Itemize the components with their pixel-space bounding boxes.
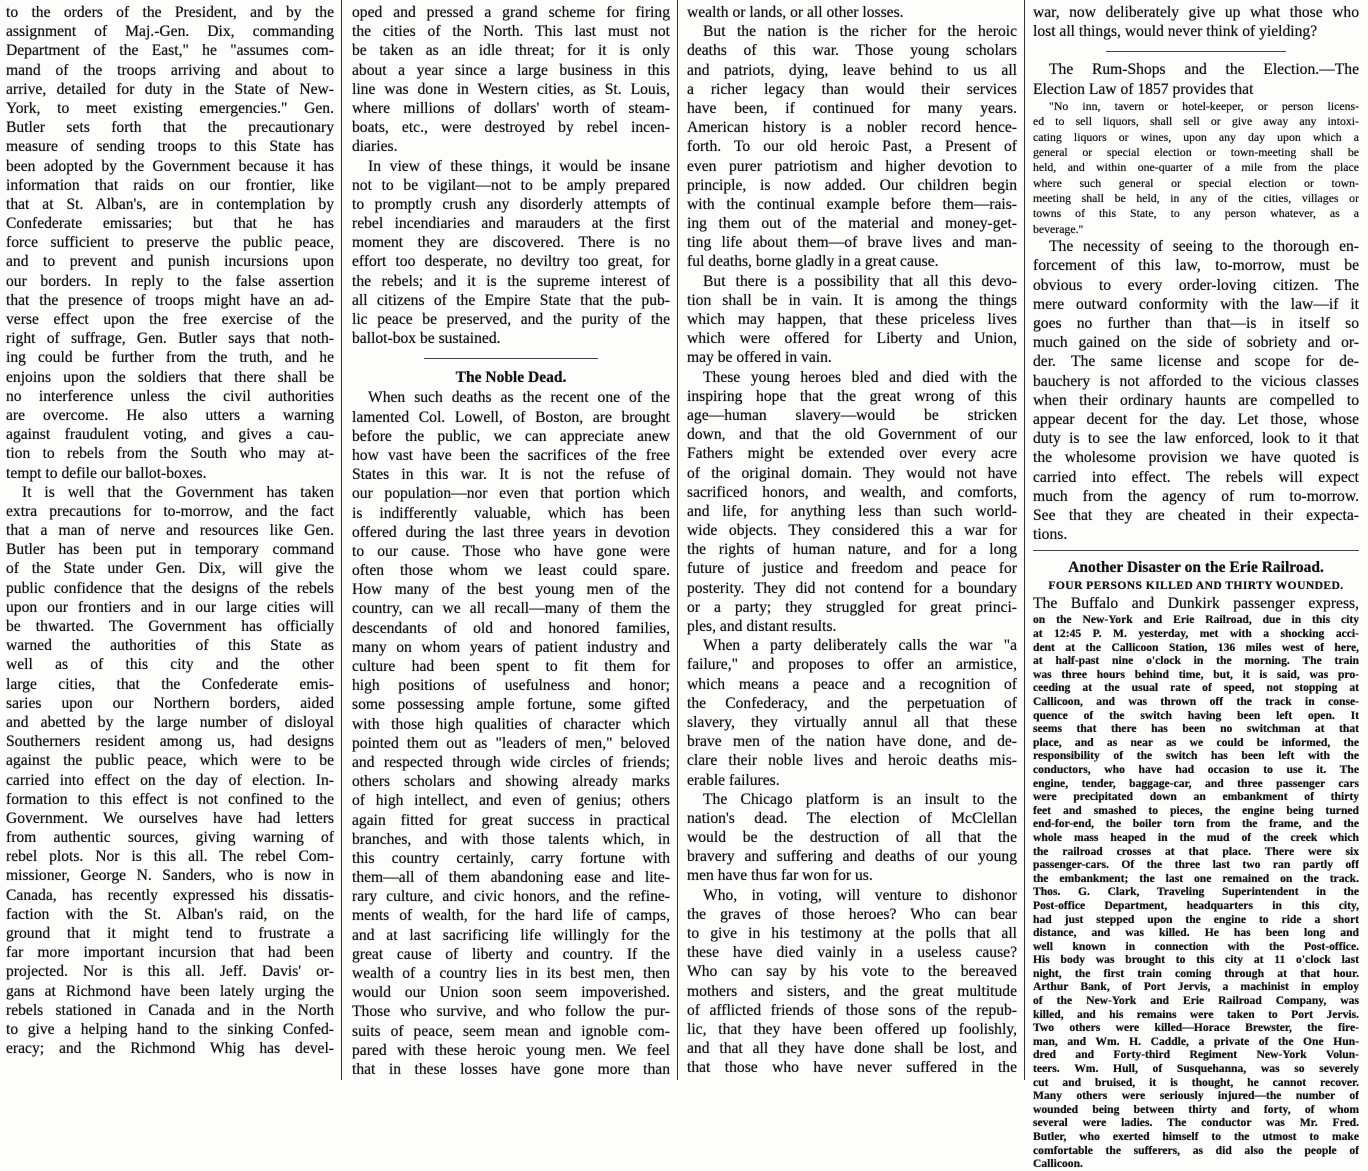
text-line: and to prevent and punish incursions upon (6, 253, 334, 271)
text-line: which were offered for Liberty and Union, (687, 330, 1017, 348)
text-line: Who can say by his vote to the bereaved (687, 963, 1017, 981)
text-line: lamented Col. Lowell, of Boston, are brought (352, 408, 670, 426)
text-line: posterity. They did not contend for a boundary (687, 579, 1017, 597)
text-line: duty is to see the law enforced, look to it that (1033, 430, 1359, 448)
section-divider (424, 358, 599, 359)
text-line: States in this war. It is not the refuse of (352, 466, 670, 484)
text-line: age—human slavery—would be stricken (687, 406, 1017, 424)
text-line: that the presence of troops might have an ad- (6, 291, 334, 309)
text-line: before the public, we can appreciate anew (352, 427, 670, 445)
text-line: these have died vainly in a useless cause? (687, 944, 1017, 962)
text-line: the railroad crosses at that place. There were six (1033, 844, 1359, 858)
text-line: dred and Forty-third Regiment New-York Volun- (1033, 1048, 1359, 1062)
text-line: often those whom we least could spare. (352, 562, 670, 580)
text-line: In view of these things, it would be insane (368, 157, 670, 175)
paragraph (687, 790, 1017, 886)
text-line: no interference unless the civil authorities (6, 387, 334, 405)
text-line: a richer legacy than would their services (687, 80, 1017, 98)
text-line: carried into effect on the day of election. In- (6, 771, 334, 789)
text-line: Government. We ourselves have had letters (6, 809, 334, 827)
text-line: These young heroes bled and died with the (703, 368, 1017, 386)
article-subheadline (1033, 578, 1359, 594)
text-line: deaths of this war. Those young scholars (687, 42, 1017, 60)
text-line: the embankment; the last one remained on the track. (1033, 871, 1359, 885)
text-line: tion to rebels from the South who may at- (6, 445, 334, 463)
newspaper-column-4 (1033, 3, 1359, 1171)
text-line: that those who have never suffered in the (687, 1059, 1017, 1077)
paragraph (687, 636, 1017, 790)
text-line: to our cause. Those who have gone were (352, 542, 670, 560)
text-line: great cause of liberty and country. If the (352, 945, 670, 963)
text-line: whole mass heaped in the mud of the creek which (1033, 830, 1359, 844)
text-line: upon our frontiers and in our large cities will (6, 598, 334, 616)
text-line: mothers and sisters, and the great multitude (687, 982, 1017, 1000)
text-line: "No inn, tavern or hotel-keeper, or person licens- (1049, 98, 1359, 113)
paragraph (687, 3, 1017, 22)
text-line: of the New-York and Erie Railroad Company, was (1033, 994, 1359, 1008)
text-line: the rebels; and it is the supreme interest of (352, 272, 670, 290)
text-line: offered during the last three years in devotion (352, 523, 670, 541)
text-line: missioner, George N. Sanders, who is now in (6, 867, 334, 885)
text-line: comfortable the sufferers, as did also the people of (1033, 1143, 1359, 1157)
newspaper-column-1 (6, 3, 334, 1058)
text-line: cut and bruised, it is thought, he cannot recover. (1033, 1075, 1359, 1089)
text-line: of the State under Gen. Dix, will give the (6, 560, 334, 578)
text-line: lic peace be preserved, and the purity of the (352, 311, 670, 328)
text-line: down, and that the old Government of our (687, 426, 1017, 444)
paragraph (687, 272, 1017, 368)
text-line: general or special election or town-meeting shall be (1033, 144, 1359, 159)
text-line: formation to this effect is not confined to the (6, 790, 334, 808)
text-line: from authentic sources, giving warning of (6, 829, 334, 847)
text-line: pared with these heroic young men. We feel (352, 1041, 670, 1059)
text-line: ed to sell liquors, shall sell or give away any intoxi- (1033, 114, 1359, 129)
text-line: again fitted for great success in practical (352, 811, 670, 829)
text-line: rebel incendiaries and marauders at the first (352, 215, 670, 233)
text-line: lic, that they have been offered up foolishly, (687, 1020, 1017, 1038)
column-divider (1024, 0, 1025, 1080)
text-line: inspiring hope that the great wrong of this (687, 387, 1017, 405)
text-line: goes no further than that—is in itself so (1033, 315, 1359, 333)
text-line: suits of peace, seem mean and ignoble com- (352, 1022, 670, 1040)
text-line: wealth of a country lies in its best men, then (352, 965, 670, 982)
text-line: arrive, detailed for duty in the State of New- (6, 80, 334, 98)
text-line: are overcome. He also utters a warning (6, 406, 334, 424)
text-line: to give a helping hand to the sinking Confed- (6, 1020, 334, 1038)
text-line: extra precautions for to-morrow, and the fact (6, 502, 334, 520)
text-line: slavery, they virtually annul all that these (687, 713, 1017, 731)
text-line: is indifferently valuable, which has been (352, 504, 670, 522)
text-line: The Noble Dead. (455, 369, 567, 387)
text-line: diaries. (352, 138, 398, 156)
section-divider (1033, 550, 1359, 551)
text-line: how vast have been the sacrifices of the free (352, 446, 670, 464)
article-headline (1033, 557, 1359, 578)
text-line: line was done in Western cities, as St. Louis, (352, 80, 670, 98)
text-line: brave men of the nation have done, and de- (687, 733, 1017, 751)
text-line: war, now deliberately give up what those who (1033, 4, 1359, 21)
text-line: of high intellect, and even of genius; others (352, 792, 670, 810)
text-line: wide objects. They considered this a war for (687, 522, 1017, 540)
text-line: eracy; and the Richmond Whig has devel- (6, 1040, 334, 1058)
text-line: Butler sets forth that the precautionary (6, 119, 334, 137)
text-line: sacrificed honors, and wealth, and comforts, (687, 483, 1017, 501)
text-line: forth. To our old heroic Past, a Present of (687, 138, 1017, 156)
text-line: The Buffalo and Dunkirk passenger express, (1033, 595, 1359, 613)
paragraph (1033, 3, 1359, 41)
text-line: right of suffrage, Gen. Butler says that noth- (6, 330, 334, 348)
text-line: even purer patriotism and higher devotion to (687, 157, 1017, 175)
text-line: Another Disaster on the Erie Railroad. (1068, 559, 1324, 577)
text-line: and respected through wide circles of friends; (352, 753, 670, 771)
text-line: lost all things, would never think of yielding? (1033, 23, 1318, 41)
text-line: oped and pressed a grand scheme for firing (352, 4, 670, 21)
text-line: teers. Wm. Hull, of Susquehanna, was so severely (1033, 1062, 1359, 1076)
text-line: ful deaths, borne gladly in a great cause. (687, 253, 939, 271)
text-line: ceeding at the usual rate of speed, not stopping at (1033, 681, 1359, 695)
text-line: culture had been spent to fit them for (352, 658, 670, 675)
text-line: several were ladies. The conductor was Mr. Fred. (1033, 1116, 1359, 1130)
text-line: Canada, has recently expressed his dissatis- (6, 886, 334, 904)
text-line: rary culture, and civic honors, and the refine- (352, 888, 670, 906)
text-line: Those who survive, and who follow the pur- (352, 1003, 670, 1021)
text-line: quence of the switch having been left open. It (1033, 708, 1359, 722)
text-line: be thwarted. The Government has officially (6, 618, 334, 635)
text-line: mere outward conformity with the law—if it (1033, 295, 1359, 313)
text-line: men have thus far won for us. (687, 867, 873, 885)
text-line: with the continual example before them—rais- (687, 195, 1017, 213)
text-line: Southerners resident among us, had designs (6, 733, 334, 751)
text-line: Department of the East," he "assumes com- (6, 42, 334, 60)
text-line: many on whom years of patient industry and (352, 638, 670, 656)
text-line: Callicoon, and was thrown off the track in conse- (1033, 695, 1359, 709)
text-line: warned the authorities of this State as (6, 637, 334, 655)
text-line: ting life about them—of brave lives and man- (687, 234, 1017, 252)
article-headline (352, 367, 670, 388)
text-line: erable failures. (687, 771, 780, 789)
text-line: dent at the Callicoon Station, 136 miles west of here, (1033, 640, 1359, 654)
text-line: Who, in voting, will venture to dishonor (703, 886, 1017, 904)
text-line: to give in his testimony at the polls that all (687, 925, 1017, 942)
newspaper-column-2 (352, 3, 670, 1079)
text-line: this country certainly, carry fortune with (352, 849, 670, 867)
text-line: killed, and his remains were taken to Port Jervis. (1033, 1007, 1359, 1021)
text-line: which may happen, that these priceless lives (687, 311, 1017, 328)
quoted-law-text (1033, 99, 1359, 238)
text-line: which means a peace and a recognition of (687, 675, 1017, 693)
section-divider (1106, 51, 1285, 52)
text-line: at 12:45 P. M. yesterday, met with a shocking acci- (1033, 627, 1359, 641)
text-line: obvious to every order-loving citizen. The (1033, 276, 1359, 294)
text-line: tempt to defile our ballot-boxes. (6, 464, 207, 482)
text-line: Butler, who exerted himself to the utmost to make (1033, 1130, 1359, 1144)
text-line: the cities of the North. This last must not (352, 23, 670, 41)
text-line: distance, and was killed. He has been long and (1033, 926, 1359, 940)
text-line: When such deaths as the recent one of the (368, 389, 670, 407)
text-line: and life, for anything less than such world- (687, 502, 1017, 520)
text-line: the graves of those heroes? Who can bear (687, 905, 1017, 923)
newspaper-column-3 (687, 3, 1017, 1078)
text-line: ing could be further from the truth, and he (6, 349, 334, 367)
text-line: man, and Wm. H. Caddle, a private of the One Hun- (1033, 1034, 1359, 1048)
paragraph (687, 368, 1017, 637)
text-line: Arthur Bank, of Port Jervis, a machinist in employ (1033, 980, 1359, 994)
text-line: branches, and with those talents which, in (352, 830, 670, 848)
text-line: have been, if continued for many years. (687, 99, 1017, 117)
column-divider (341, 0, 342, 1080)
text-line: tions. (1033, 526, 1068, 544)
text-line: the wholesome provision we have quoted is (1033, 449, 1359, 467)
paragraph (352, 3, 670, 157)
text-line: The Rum-Shops and the Election.—The (1049, 61, 1359, 79)
text-line: His body was brought to this city at 11 o'clock last (1033, 953, 1359, 967)
text-line: would our Union soon seem impoverished. (352, 984, 670, 1002)
text-line: The necessity of seeing to the thorough en- (1049, 238, 1359, 256)
text-line: ing them out of the material and money-get- (687, 215, 1017, 233)
text-line: at half-past nine o'clock in the morning. The train (1033, 654, 1359, 668)
text-line: conductors, who have had occasion to use it. The (1033, 762, 1359, 776)
text-line: were precipitated down an embankment of thirty (1033, 790, 1359, 804)
text-line: others scholars and showing already marks (352, 773, 670, 791)
text-line: some possessing ample fortune, some gifted (352, 696, 670, 714)
text-line: But the nation is the richer for the heroic (703, 23, 1017, 41)
text-line: seems that there has been no switchman at that (1033, 722, 1359, 736)
text-line: pointed them out as "leaders of men," beloved (352, 734, 670, 752)
text-line: feet and smashed to pieces, the engine being turned (1033, 803, 1359, 817)
text-line: responsibility of the switch has been left with the (1033, 749, 1359, 763)
text-line: moment they are discovered. There is no (352, 234, 670, 252)
text-line: with those high qualities of character which (352, 715, 670, 733)
text-line: cating liquors or wines, upon any day upon which a (1033, 129, 1359, 144)
text-line: faction with the St. Alban's raid, on the (6, 905, 334, 923)
text-line: The Chicago platform is an insult to the (703, 790, 1017, 808)
text-line: place, and as near as we could be informed, the (1033, 735, 1359, 749)
text-line: See that they are cheated in their expecta- (1033, 506, 1359, 524)
text-line: all citizens of the Empire State that the pub- (352, 291, 670, 309)
text-line: our population—nor even that portion which (352, 485, 670, 503)
text-line: engine, tender, baggage-car, and three passenger cars (1033, 776, 1359, 790)
text-line: the Confederacy, and the perpetuation of (687, 694, 1017, 712)
text-line: them—all of them abandoning ease and lite- (352, 869, 670, 887)
text-line: bravery and suffering and deaths of our young (687, 848, 1017, 866)
text-line: passenger-cars. Of the three last two ran partly off (1033, 858, 1359, 872)
text-line: ground that it might tend to frustrate a (6, 925, 334, 942)
text-line: When a party deliberately calls the war "a (703, 637, 1017, 655)
text-line: beverage." (1033, 221, 1084, 236)
text-line: well as of this city and the other (6, 656, 334, 674)
text-line: ballot-box be sustained. (352, 330, 501, 348)
text-line: to promptly crush any disorderly attempts of (352, 195, 670, 213)
text-line: It is well that the Government has taken (22, 483, 334, 501)
text-line: been adopted by the Government because it has (6, 157, 334, 175)
text-line: held, and within one-quarter of a mile from the place (1033, 160, 1359, 175)
text-line: may be offered in vain. (687, 349, 832, 367)
text-line: assignment of Maj.-Gen. Dix, commanding (6, 23, 334, 41)
text-line: much gained on the side of sobriety and or- (1033, 334, 1359, 352)
text-line: towns of this State, to any person whatever, as a (1033, 206, 1359, 221)
text-line: Confederate emissaries; but that he has (6, 215, 334, 233)
text-line: ments of wealth, for the hard life of camps, (352, 907, 670, 925)
paragraph (687, 886, 1017, 1078)
text-line: that in these losses have gone more than (352, 1060, 670, 1078)
text-line: information that raids on our frontier, like (6, 176, 334, 194)
paragraph (1033, 594, 1359, 613)
text-line: had just stepped upon the engine to ride a short (1033, 912, 1359, 926)
text-line: be taken as an idle threat; for it is only (352, 42, 670, 60)
paragraph (6, 3, 334, 483)
paragraph (352, 157, 670, 349)
text-line: of afflicted friends of those sons of the repub- (687, 1001, 1017, 1019)
text-line: tion shall be in vain. It is among the things (687, 291, 1017, 309)
text-line: that at St. Alban's, are in contemplation by (6, 195, 334, 213)
text-line: of the original domain. They would not have (687, 464, 1017, 482)
column-divider (677, 0, 678, 1080)
text-line: about a year since a large business in this (352, 61, 670, 79)
text-line: Thos. G. Clark, Traveling Superintendent in the (1033, 885, 1359, 899)
text-line: How many of the best young men of the (352, 581, 670, 599)
text-line: against the public peace, which were to be (6, 752, 334, 770)
paragraph (1033, 60, 1359, 98)
text-line: when their ordinary haunts are compelled to (1033, 391, 1359, 409)
text-line: Election Law of 1857 provides that (1033, 80, 1254, 98)
text-line: bauchery is not afforded to the vicious classes (1033, 372, 1359, 390)
text-line: the rights of human nature, and for a long (687, 541, 1017, 559)
text-line: and abetted by the large number of disloyal (6, 713, 334, 731)
text-line: meeting shall be held, in any of the cities, villages or (1033, 191, 1359, 206)
paragraph (1033, 237, 1359, 544)
text-line: boats, etc., were destroyed by rebel incen- (352, 119, 670, 137)
text-line: rebel plots. Nor is this all. The rebel Com- (6, 848, 334, 866)
text-line: Post-office Department, headquarters in this city, (1033, 898, 1359, 912)
text-line: measure of sending troops to this State has (6, 138, 334, 156)
text-line: large cities, that the Confederate emis- (6, 675, 334, 693)
text-line: wealth or lands, or all other losses. (687, 4, 904, 21)
text-line: future of justice and freedom and peace for (687, 560, 1017, 578)
text-line: night, the first train coming through at that hour. (1033, 966, 1359, 980)
text-line: and at last sacrificing life willingly for the (352, 926, 670, 944)
text-line: not to be vigilant—not to be amply prepared (352, 176, 670, 194)
text-line: der. The same license and scope for de- (1033, 353, 1359, 371)
text-line: to the orders of the President, and by the (6, 4, 334, 21)
text-line: our borders. In reply to the false assertion (6, 272, 334, 290)
text-line: public confidence that the designs of the rebels (6, 579, 334, 597)
text-line: against fraudulent voting, and gives a cau- (6, 426, 334, 444)
text-line: where such general or special election or town- (1033, 175, 1359, 190)
text-line: end-for-end, the boiler torn from the frame, and the (1033, 817, 1359, 831)
text-line: mand of the troops arriving and about to (6, 61, 334, 79)
text-line: high positions of usefulness and honor; (352, 677, 670, 695)
text-line: failure," and proposes to offer an armistice, (687, 656, 1017, 674)
text-line: or a party; they struggled for great princi- (687, 598, 1017, 616)
text-line: projected. Nor is this all. Jeff. Davis' or- (6, 963, 334, 981)
text-line: was three hours behind time, but, it is said, was pro- (1033, 667, 1359, 681)
text-line: well known in connection with the Post-office. (1033, 939, 1359, 953)
text-line: force sufficient to preserve the public peace, (6, 234, 334, 252)
text-line: Many others were seriously injured—the number of (1033, 1089, 1359, 1103)
paragraph (6, 483, 334, 1059)
text-line: much from the agency of rum to-morrow. (1033, 487, 1359, 505)
paragraph (687, 22, 1017, 271)
text-line: saries upon our Northern borders, aided (6, 694, 334, 712)
text-line: wounded being between thirty and forty, of whom (1033, 1102, 1359, 1116)
text-line: where millions of dollars' worth of steam- (352, 99, 670, 117)
text-line: on the New-York and Erie Railroad, due in this city (1033, 613, 1359, 627)
text-line: nation's dead. The election of McClellan (687, 809, 1017, 827)
text-line: principle, is now added. Our children begin (687, 176, 1017, 194)
text-line: and that all they have done shall be lost, and (687, 1040, 1017, 1058)
text-line: appear decent for the day. Let those, whose (1033, 410, 1359, 428)
text-line: descendants of old and honored families, (352, 619, 670, 637)
text-line: forcement of this law, to-morrow, must be (1033, 257, 1359, 275)
text-line: gans at Richmond have been lately urging the (6, 982, 334, 1000)
paragraph (1033, 613, 1359, 1170)
text-line: would be the destruction of all that the (687, 829, 1017, 847)
text-line: rebels stationed in Canada and in the North (6, 1001, 334, 1019)
text-line: Two others were killed—Horace Brewster, the fire- (1033, 1021, 1359, 1035)
text-line: American history is a nobler record hence- (687, 119, 1017, 137)
text-line: York, to meet existing emergencies." Gen. (6, 99, 334, 117)
text-line: But there is a possibility that all this devo- (703, 272, 1017, 290)
text-line: far more important incursion that had been (6, 944, 334, 962)
text-line: Callicoon. (1033, 1157, 1083, 1171)
text-line: verse effect upon the free exercise of the (6, 311, 334, 328)
text-line: FOUR PERSONS KILLED AND THIRTY WOUNDED. (1048, 579, 1344, 593)
text-line: enjoins upon the soldiers that there shall be (6, 368, 334, 386)
text-line: clare their noble lives and heroic deaths mis- (687, 752, 1017, 770)
text-line: that a man of nerve and resources like Gen. (6, 522, 334, 540)
paragraph (352, 388, 670, 1079)
text-line: country, can we all recall—many of them the (352, 600, 670, 618)
text-line: Butler has been put in temporary command (6, 541, 334, 559)
text-line: and patriots, dying, leave behind to us all (687, 61, 1017, 79)
text-line: effort too desperate, no deviltry too great, for (352, 253, 670, 271)
text-line: Fathers might be extended over every acre (687, 445, 1017, 463)
text-line: carried into effect. The rebels will expect (1033, 468, 1359, 486)
text-line: ples, and distant results. (687, 618, 837, 635)
